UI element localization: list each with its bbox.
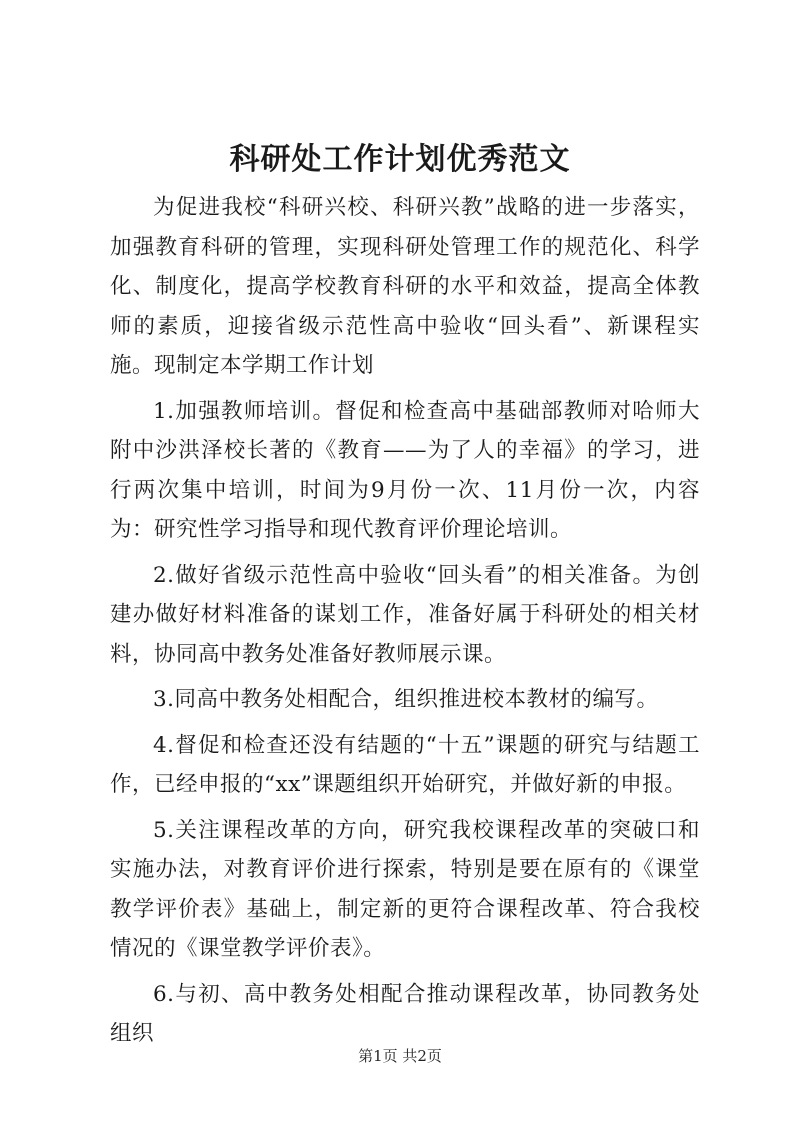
document-body bbox=[110, 188, 700, 1060]
item-1-paragraph: 1.加强教师培训。督促和检查高中基础部教师对哈师大附中沙洪泽校长著的《教育——为了人的幸福》的学习，进行两次集中培训，时间为9月份一次、11月份一次，内容为：研究性学习指导和现代教育评价理论培训。 bbox=[110, 398, 700, 542]
item-3-paragraph: 3.同高中教务处相配合，组织推进校本教材的编写。 bbox=[153, 687, 659, 712]
item-5-paragraph: 5.关注课程改革的方向，研究我校课程改革的突破口和实施办法，对教育评价进行探索，特别是要在原有的《课堂教学评价表》基础上，制定新的更符合课程改革、符合我校情况的《课堂教学评价表》。 bbox=[110, 817, 700, 961]
item-2-paragraph: 2.做好省级示范性高中验收“回头看”的相关准备。为创建办做好材料准备的谋划工作，准备好属于科研处的相关材料，协同高中教务处准备好教师展示课。 bbox=[110, 562, 700, 667]
item-6-paragraph: 6.与初、高中教务处相配合推动课程改革，协同教务处组织 bbox=[110, 981, 700, 1046]
intro-paragraph: 为促进我校“科研兴校、科研兴教”战略的进一步落实，加强教育科研的管理，实现科研处管理工作的规范化、科学化、制度化，提高学校教育科研的水平和效益，提高全体教师的素质，迎接省级示范性高中验收“回头看”、新课程实施。现制定本学期工作计划 bbox=[110, 195, 700, 378]
item-4-paragraph: 4.督促和检查还没有结题的“十五”课题的研究与结题工作，已经申报的“xx”课题组织开始研究，并做好新的申报。 bbox=[110, 732, 700, 797]
page-footer: 第1页 共2页 bbox=[358, 1047, 442, 1065]
document-title: 科研处工作计划优秀范文 bbox=[229, 142, 571, 177]
